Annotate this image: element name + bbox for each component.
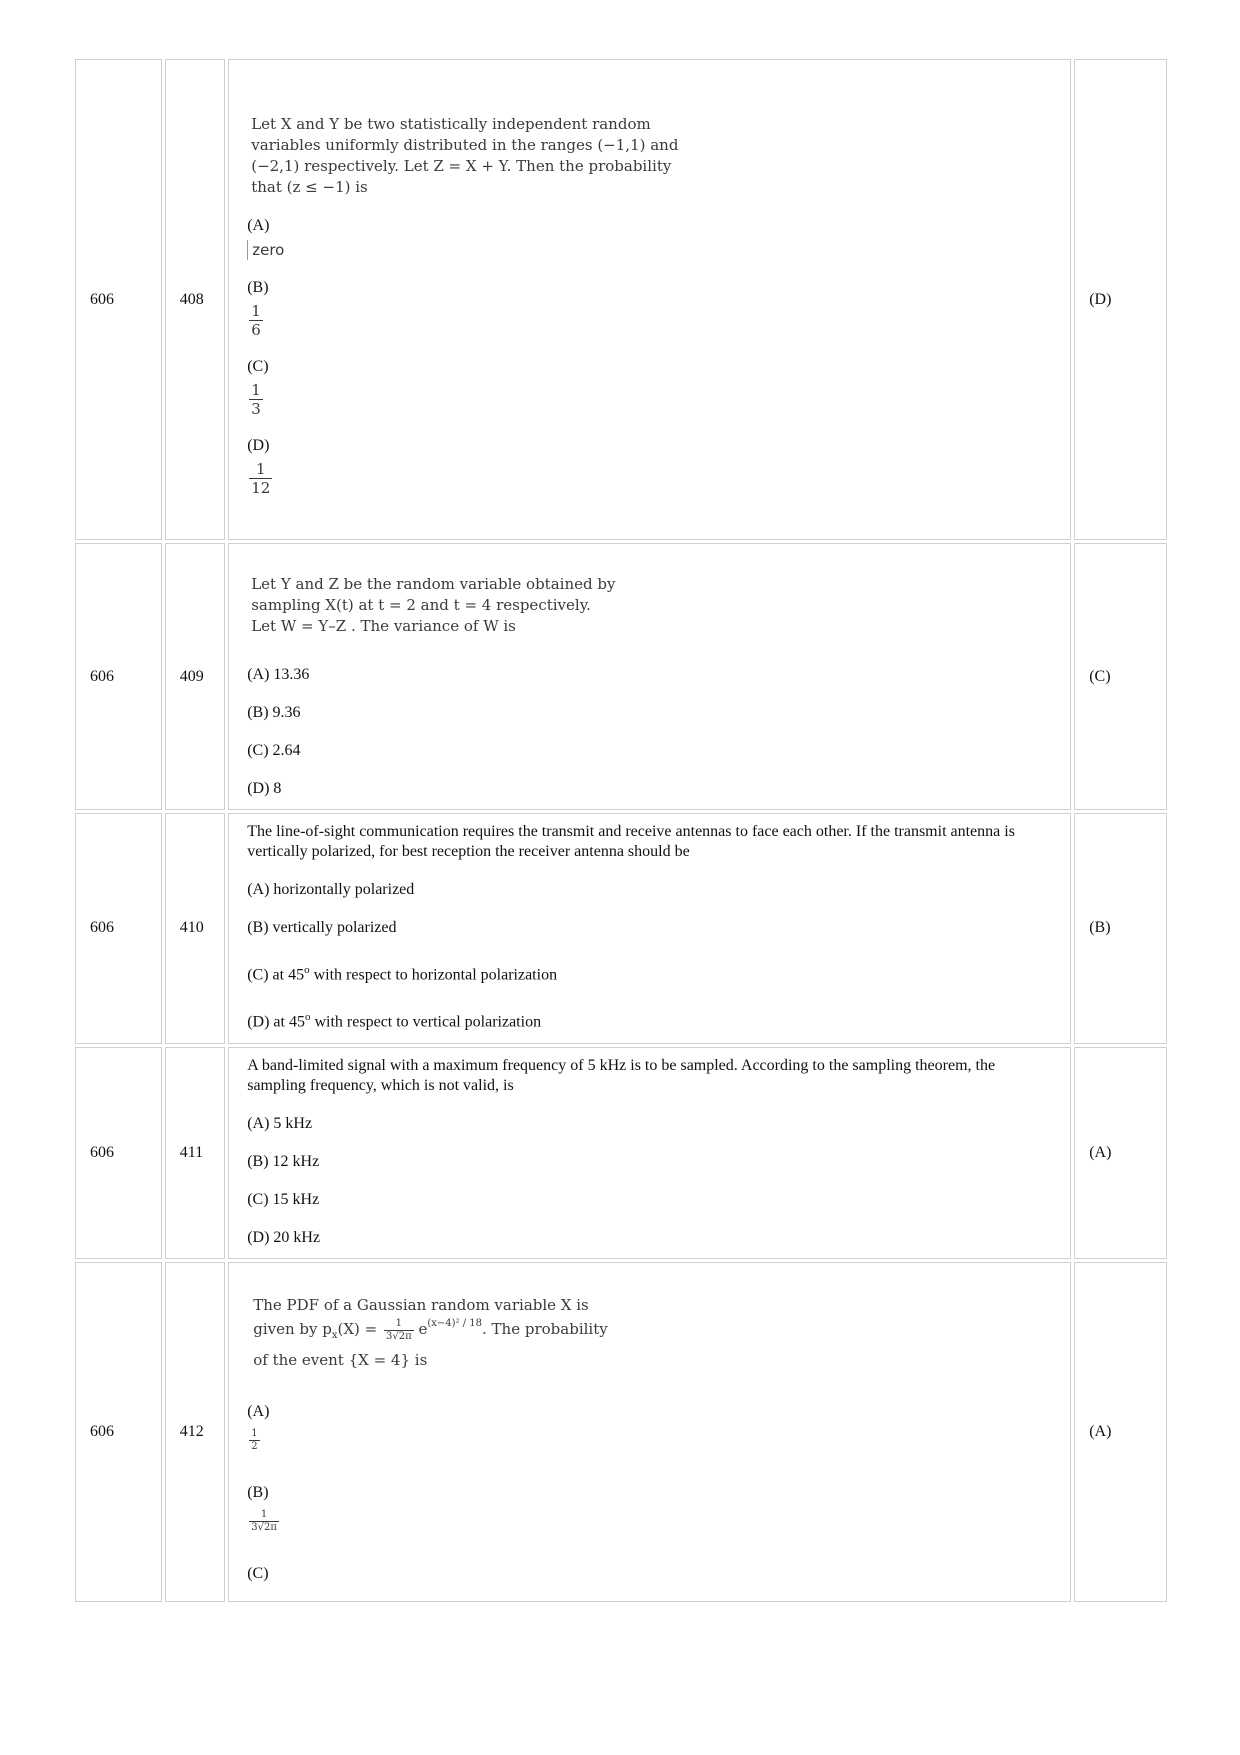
answer-cell: (C) [1074, 543, 1167, 810]
option-b: (B) $\frac{1}{6}$ [247, 279, 269, 339]
answer-cell: (A) [1074, 1047, 1167, 1259]
paper-code-cell: 606 [75, 1262, 162, 1602]
table-row-408 [75, 59, 1167, 540]
paper-code-cell: 606 [75, 1047, 162, 1259]
question-cell [228, 59, 1071, 540]
question-text: The line-of-sight communication requires the transmit and receive antennas to face each other. If the transmit antenna is vertically polarized, for best reception the receiver antenna should be [247, 823, 1015, 860]
coefficient-fraction: $\frac{1}{3√2\pi}$ [386, 1317, 412, 1342]
option-a: (A) $\frac{1}{2}$ [247, 1403, 270, 1453]
fraction: $\frac{1}{6}$ [251, 302, 261, 339]
option-d: (D) $\frac{1}{12}$ [247, 437, 271, 497]
question-text: Let Y and Z be the random variable obtained by sampling X(t) at t = 2 and t = 4 respectively. Let W = Y–Z . The variance of W is [251, 575, 616, 635]
option-c: (C) 2.64 [247, 742, 301, 759]
paper-code-cell: 606 [75, 813, 162, 1044]
option-d: (D) 20 kHz [247, 1228, 321, 1246]
question-table-wrapper [72, 56, 1170, 1605]
option-c: (C) $\frac{1}{3}$ [247, 358, 269, 418]
question-number-cell: 408 [165, 59, 226, 540]
option-a: (A) horizontally polarized [247, 881, 415, 898]
option-c: (C) at 45$^o$ with respect to horizontal polarization [247, 964, 558, 984]
answer-cell: (A) [1074, 1262, 1167, 1602]
option-d: (D) 8 [247, 780, 282, 797]
option-b: (B) $\frac{1}{3√2\pi}$ [247, 1484, 277, 1534]
question-cell [228, 543, 1071, 810]
question-text: A band-limited signal with a maximum frequency of 5 kHz is to be sampled. According to the sampling theorem, the sampling frequency, which is not valid, is [247, 1056, 996, 1094]
option-d: (D) at 45$^o$ with respect to vertical polarization [247, 1011, 542, 1031]
question-text: Let X and Y be two statistically independent random variables uniformly distributed in the ranges (−1,1) and (−2,1) respectively. Let Z = X + Y. Then the probability that (z ≤ −1) is [251, 115, 679, 196]
fraction: $\frac{1}{2}$ [251, 1428, 258, 1453]
option-value: zero [247, 240, 1052, 260]
answer-cell: (B) [1074, 813, 1167, 1044]
option-a: (A) zero [247, 216, 1052, 260]
option-c: (C) [247, 1565, 269, 1583]
paper-code-cell: 606 [75, 59, 162, 540]
table-row-410 [75, 813, 1167, 1044]
option-a: (A) 5 kHz [247, 1114, 313, 1132]
question-number-cell: 410 [165, 813, 226, 1044]
exponent: (x−4)² / 18 [427, 1318, 483, 1330]
question-table [72, 56, 1170, 1605]
option-b: (B) vertically polarized [247, 919, 397, 936]
question-cell [228, 1262, 1071, 1602]
fraction: $\frac{1}{3√2\pi}$ [251, 1509, 277, 1534]
option-a: (A) 13.36 [247, 666, 310, 683]
table-row-412 [75, 1262, 1167, 1602]
fraction: $\frac{1}{3}$ [251, 381, 261, 418]
question-number-cell: 412 [165, 1262, 226, 1602]
option-b: (B) 9.36 [247, 704, 301, 721]
table-row-409 [75, 543, 1167, 810]
option-c: (C) 15 kHz [247, 1190, 320, 1208]
question-number-cell: 411 [165, 1047, 226, 1259]
question-cell [228, 1047, 1071, 1259]
table-row-411 [75, 1047, 1167, 1259]
question-text: The PDF of a Gaussian random variable X is given by $p_x(X)$ = $\frac{1}{3√2\pi}$ e(x−4)² / 18. The probability of the event {X = 4} is [253, 1296, 608, 1370]
answer-cell: (D) [1074, 59, 1167, 540]
fraction: $\frac{1}{12}$ [251, 460, 271, 497]
option-b: (B) 12 kHz [247, 1152, 320, 1170]
question-number-cell: 409 [165, 543, 226, 810]
question-cell [228, 813, 1071, 1044]
paper-code-cell: 606 [75, 543, 162, 810]
